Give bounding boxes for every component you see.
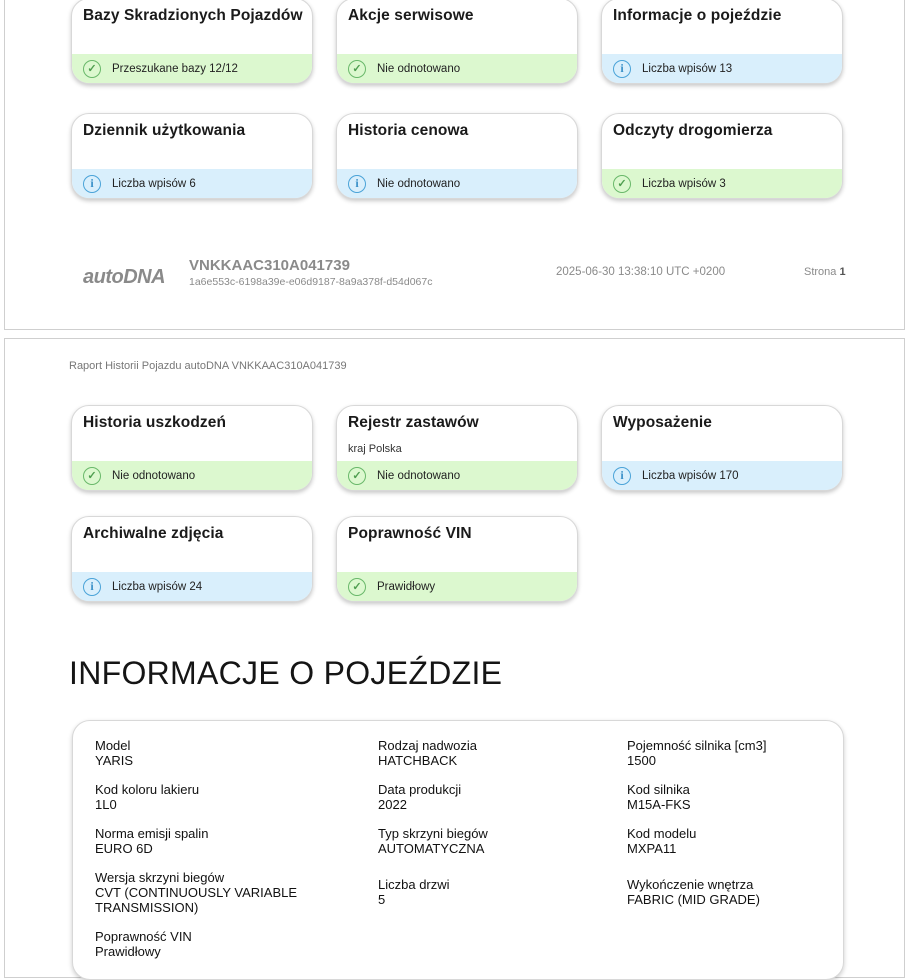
footer-timestamp: 2025-06-30 13:38:10 UTC +0200 [556,266,726,278]
field-vin-validity [95,929,192,959]
field-label: Kod silnika [627,782,690,797]
field-value: 1L0 [95,797,117,812]
card-status [337,461,577,490]
field-model-code [627,826,696,856]
info-circle-icon: i [348,175,366,193]
field-label: Liczba drzwi [378,877,450,892]
report-page-1 [4,0,905,330]
status-text: Liczba wpisów 13 [642,62,733,75]
card-service-actions[interactable] [336,0,578,84]
card-title: Poprawność VIN [348,525,472,542]
field-label: Kod koloru lakieru [95,782,200,797]
page-label: Strona [804,266,837,278]
card-pledge-register[interactable] [336,405,578,491]
check-circle-icon: ✓ [83,467,101,485]
card-title: Dziennik użytkowania [83,122,246,139]
card-subtitle: kraj Polska [348,443,402,455]
field-label: Data produkcji [378,782,462,797]
card-stolen-vehicle-databases[interactable] [71,0,313,84]
card-damage-history[interactable] [71,405,313,491]
card-price-history[interactable] [336,113,578,199]
card-status [72,572,312,601]
card-title: Odczyty drogomierza [613,122,773,139]
field-value: M15A-FKS [627,797,691,812]
field-model [95,738,133,768]
field-interior-trim [627,877,760,907]
check-circle-icon: ✓ [348,578,366,596]
check-circle-icon: ✓ [348,60,366,78]
field-engine-code [627,782,691,812]
info-circle-icon: i [613,467,631,485]
field-label: Model [95,738,131,753]
field-label: Wykończenie wnętrza [627,877,754,892]
card-title: Bazy Skradzionych Pojazdów [83,7,303,24]
card-status [337,572,577,601]
card-title: Historia uszkodzeń [83,414,227,431]
card-title: Wyposażenie [613,414,713,431]
check-circle-icon: ✓ [348,467,366,485]
field-value: 1500 [627,753,656,768]
field-value: 2022 [378,797,407,812]
field-value: 5 [378,892,386,907]
status-text: Liczba wpisów 6 [112,177,196,190]
info-circle-icon: i [83,578,101,596]
field-label: Pojemność silnika [cm3] [627,738,767,753]
status-text: Liczba wpisów 24 [112,580,203,593]
card-title: Akcje serwisowe [348,7,474,24]
field-value: AUTOMATYCZNA [378,841,485,856]
card-status [602,461,842,490]
status-text: Nie odnotowano [377,62,461,75]
field-value: Prawidłowy [95,944,161,959]
status-text: Prawidłowy [377,580,436,593]
info-circle-icon: i [83,175,101,193]
status-text: Nie odnotowano [112,469,196,482]
field-label: Norma emisji spalin [95,826,209,841]
check-circle-icon: ✓ [613,175,631,193]
card-title: Archiwalne zdjęcia [83,525,224,542]
footer-vin: VNKKAAC310A041739 [189,257,350,274]
field-emission-standard [95,826,208,856]
field-label: Typ skrzyni biegów [378,826,488,841]
status-text: Liczba wpisów 3 [642,177,726,190]
card-status [602,169,842,198]
info-circle-icon: i [613,60,631,78]
card-usage-log[interactable] [71,113,313,199]
card-vehicle-information[interactable] [601,0,843,84]
status-text: Przeszukane bazy 12/12 [112,62,238,75]
field-paint-code [95,782,199,812]
autodna-logo: autoDNA [83,266,166,288]
report-page-2 [4,338,905,978]
card-status [337,169,577,198]
card-status [72,169,312,198]
card-equipment[interactable] [601,405,843,491]
card-title: Historia cenowa [348,122,469,139]
field-label: Poprawność VIN [95,929,192,944]
section-title: INFORMACJE O POJEŹDZIE [69,655,503,691]
card-status [602,54,842,83]
field-value: EURO 6D [95,841,153,856]
field-value: MXPA11 [627,841,677,856]
card-title: Informacje o pojeździe [613,7,782,24]
field-label: Kod modelu [627,826,697,841]
card-status [72,54,312,83]
card-odometer-readings[interactable] [601,113,843,199]
field-door-count [378,877,450,907]
card-title: Rejestr zastawów [348,414,479,431]
vehicle-info-box [72,720,844,980]
report-header: Raport Historii Pojazdu autoDNA VNKKAAC310A041739 [69,360,347,372]
status-text: Nie odnotowano [377,469,461,482]
page-number: 1 [839,266,846,278]
footer-hash: 1a6e553c-6198a39e-e06d9187-8a9a378f-d54d067c [189,276,433,288]
card-status [72,461,312,490]
check-circle-icon: ✓ [83,60,101,78]
field-value: CVT (CONTINUOUSLY VARIABLE TRANSMISSION) [95,885,298,915]
card-archived-photos[interactable] [71,516,313,602]
footer-page-number [804,266,846,278]
field-gearbox-type [378,826,488,856]
field-gearbox-version [95,870,305,915]
status-text: Nie odnotowano [377,177,461,190]
field-engine-capacity [627,738,766,768]
field-body-type [378,738,477,768]
field-value: FABRIC (MID GRADE) [627,892,760,907]
field-value: YARIS [95,753,134,768]
card-status [337,54,577,83]
field-label: Rodzaj nadwozia [378,738,478,753]
field-label: Wersja skrzyni biegów [95,870,225,885]
status-text: Liczba wpisów 170 [642,469,739,482]
field-production-date [378,782,461,812]
card-vin-validity[interactable] [336,516,578,602]
field-value: HATCHBACK [378,753,458,768]
